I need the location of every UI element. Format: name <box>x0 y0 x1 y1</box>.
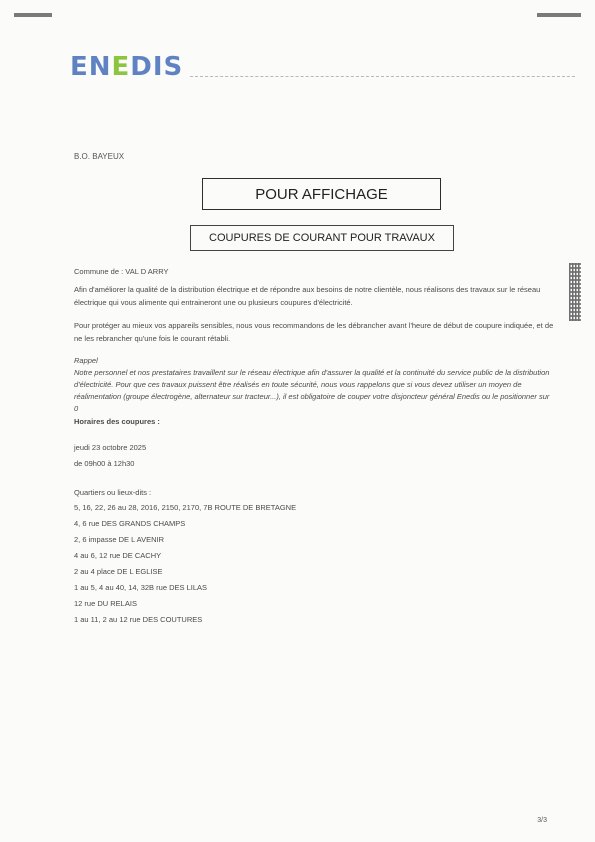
address-item: 4, 6 rue DES GRANDS CHAMPS <box>74 519 186 528</box>
address-item: 1 au 11, 2 au 12 rue DES COUTURES <box>74 615 203 624</box>
address-item: 2 au 4 place DE L EGLISE <box>74 567 163 576</box>
qr-code <box>569 263 581 321</box>
commune-line: Commune de : VAL D ARRY <box>74 267 169 276</box>
outage-date: jeudi 23 octobre 2025 <box>74 443 147 452</box>
scan-mark-left <box>14 13 52 17</box>
horaires-heading: Horaires des coupures : <box>74 417 160 426</box>
title-box-affichage <box>202 178 441 210</box>
rappel-block <box>74 355 554 415</box>
rappel-title: Rappel <box>74 356 98 365</box>
sender-label: B.O. BAYEUX <box>74 152 125 161</box>
rappel-body: Notre personnel et nos prestataires travaillent sur le réseau électrique afin d'assurer la qualité et la continuité du service public de la distribution d'électricité. Pour que ces travaux puissent être réalisés en toute sécurité, nous vous rappelons que si vous devez utiliser un moyen de réalimentation (groupe électrogène, alternateur sur tracteur...), il est obligatoire de couper votre disjoncteur général Enedis ou le positionner sur 0 <box>74 368 550 413</box>
enedis-logo: ENEDIS <box>70 52 184 82</box>
title-main: POUR AFFICHAGE <box>255 185 388 203</box>
advice-paragraph: Pour protéger au mieux vos appareils sensibles, nous vous recommandons de les débrancher avant l'heure de début de coupure indiquée, et de ne les rebrancher qu'une fois le courant rétabli. <box>74 321 554 343</box>
address-list <box>74 500 296 628</box>
quartiers-heading: Quartiers ou lieux-dits : <box>74 488 152 497</box>
title-box-coupures <box>190 225 454 251</box>
outage-time: de 09h00 à 12h30 <box>74 459 135 468</box>
address-item: 12 rue DU RELAIS <box>74 599 137 608</box>
address-item: 5, 16, 22, 26 au 28, 2016, 2150, 2170, 7B ROUTE DE BRETAGNE <box>74 503 297 512</box>
address-item: 4 au 6, 12 rue DE CACHY <box>74 551 162 560</box>
intro-paragraph: Afin d'améliorer la qualité de la distribution électrique et de répondre aux besoins de notre clientèle, nous réalisons des travaux sur le réseau électrique qui vous alimente qui entraineront une ou plusieurs coupures d'électricité. <box>74 285 541 307</box>
address-item: 1 au 5, 4 au 40, 14, 32B rue DES LILAS <box>74 583 208 592</box>
page-number: 3/3 <box>537 817 547 824</box>
address-item: 2, 6 impasse DE L AVENIR <box>74 535 165 544</box>
title-sub: COUPURES DE COURANT POUR TRAVAUX <box>209 232 435 244</box>
scan-mark-right <box>537 13 581 17</box>
header-divider <box>190 76 575 77</box>
